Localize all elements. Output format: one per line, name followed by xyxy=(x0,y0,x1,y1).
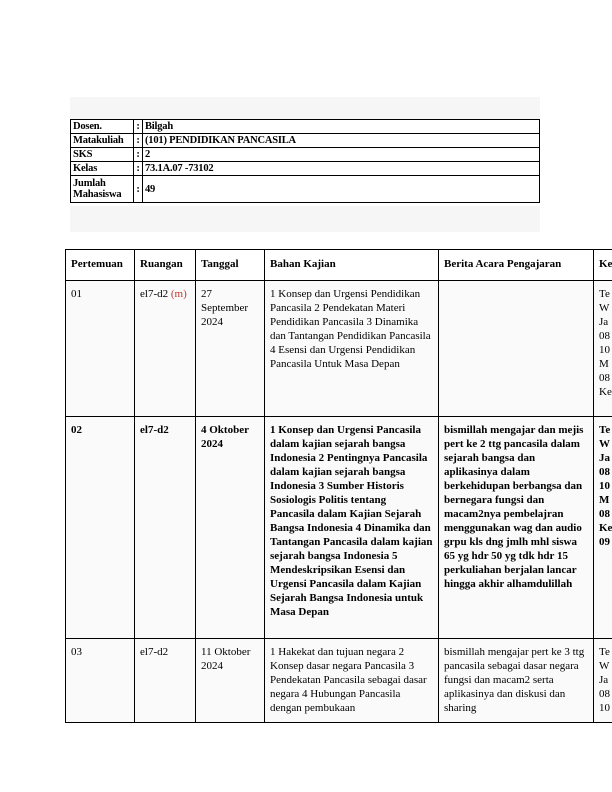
info-value: 2 xyxy=(143,148,540,162)
cell-pertemuan: 01 xyxy=(66,281,135,417)
cell-tanggal: 11 Oktober 2024 xyxy=(196,639,265,723)
info-value: Bilgah xyxy=(143,120,540,134)
info-key: SKS xyxy=(71,148,134,162)
cell-ruangan xyxy=(135,639,196,723)
table-row xyxy=(66,281,612,417)
info-colon: : xyxy=(134,176,143,203)
info-row-jumlah xyxy=(71,176,540,203)
info-colon: : xyxy=(134,134,143,148)
attendance-table xyxy=(65,249,612,723)
cell-berita-acara: bismillah mengajar pert ke 3 ttg pancasila sebagai dasar negara fungsi dan macam2 serta aplikasinya dan diskusi dan sharing xyxy=(439,639,594,723)
course-info xyxy=(70,119,540,203)
info-row-kelas xyxy=(71,162,540,176)
table-row xyxy=(66,417,612,639)
info-colon: : xyxy=(134,120,143,134)
cell-tanggal: 4 Oktober 2024 xyxy=(196,417,265,639)
cell-ke: Te W Ja 08 10 xyxy=(594,639,612,723)
cell-bahan-kajian: 1 Konsep dan Urgensi Pancasila dalam kajian sejarah bangsa Indonesia 2 Pentingnya Pancasila dalam kajian sejarah bangsa Indonesia 3 Sumber Historis Sosiologis Politis tentang Pancasila dalam Kajian Sejarah Bangsa Indonesia 4 Dinamika dan Tantangan Pancasila dalam kajian sejarah bangsa Indonesia 5 Mendeskripsikan Esensi dan Urgensi Pancasila dalam Kajian Sejarah Bangsa Indonesia untuk Masa Depan xyxy=(265,417,439,639)
info-key: Kelas xyxy=(71,162,134,176)
header-bahan-kajian: Bahan Kajian xyxy=(265,250,439,281)
info-key: Matakuliah xyxy=(71,134,134,148)
cell-ruangan xyxy=(135,417,196,639)
bottom-shaded-band xyxy=(70,206,540,232)
cell-tanggal: 27 September 2024 xyxy=(196,281,265,417)
table-row xyxy=(66,639,612,723)
info-colon: : xyxy=(134,148,143,162)
header-berita-acara: Berita Acara Pengajaran xyxy=(439,250,594,281)
info-row-dosen xyxy=(71,120,540,134)
cell-berita-acara xyxy=(439,281,594,417)
cell-ke: Te W Ja 08 10 M 08 Ke 09 xyxy=(594,417,612,639)
room-code: el7-d2 xyxy=(140,646,169,658)
attendance-log xyxy=(65,249,612,723)
cell-bahan-kajian: 1 Konsep dan Urgensi Pendidikan Pancasila 2 Pendekatan Materi Pendidikan Pancasila 3 Dinamika dan Tantangan Pendidikan Pancasila 4 Esensi dan Urgensi Pendidikan Pancasila Untuk Masa Depan xyxy=(265,281,439,417)
header-ke: Ke xyxy=(594,250,612,281)
header-tanggal: Tanggal xyxy=(196,250,265,281)
info-key: Jumlah Mahasiswa xyxy=(71,176,134,203)
room-code: el7-d2 xyxy=(140,288,169,300)
cell-pertemuan: 03 xyxy=(66,639,135,723)
top-shaded-band xyxy=(70,97,540,119)
info-colon: : xyxy=(134,162,143,176)
course-info-table xyxy=(70,119,540,203)
info-row-sks xyxy=(71,148,540,162)
info-row-matakuliah xyxy=(71,134,540,148)
cell-ruangan xyxy=(135,281,196,417)
cell-pertemuan: 02 xyxy=(66,417,135,639)
info-value: 49 xyxy=(143,176,540,203)
header-pertemuan: Pertemuan xyxy=(66,250,135,281)
info-value: (101) PENDIDIKAN PANCASILA xyxy=(143,134,540,148)
room-tag: (m) xyxy=(170,288,187,300)
info-key: Dosen. xyxy=(71,120,134,134)
table-header-row xyxy=(66,250,612,281)
cell-berita-acara: bismillah mengajar dan mejis pert ke 2 ttg pancasila dalam sejarah bangsa dan aplikasinya dalam berkehidupan berbangsa dan bernegara fungsi dan macam2nya pembelajran menggunakan wag dan audio grpu kls dng jmlh mhl siswa 65 yg hdr 50 yg tdk hdr 15 perkuliahan berjalan lancar hingga akhir alhamdulillah xyxy=(439,417,594,639)
cell-bahan-kajian: 1 Hakekat dan tujuan negara 2 Konsep dasar negara Pancasila 3 Pendekatan Pancasila sebagai dasar negara 4 Hubungan Pancasila dengan pembukaan xyxy=(265,639,439,723)
header-ruangan: Ruangan xyxy=(135,250,196,281)
cell-ke: Te W Ja 08 10 M 08 Ke xyxy=(594,281,612,417)
info-value: 73.1A.07 -73102 xyxy=(143,162,540,176)
room-code: el7-d2 xyxy=(140,424,169,436)
